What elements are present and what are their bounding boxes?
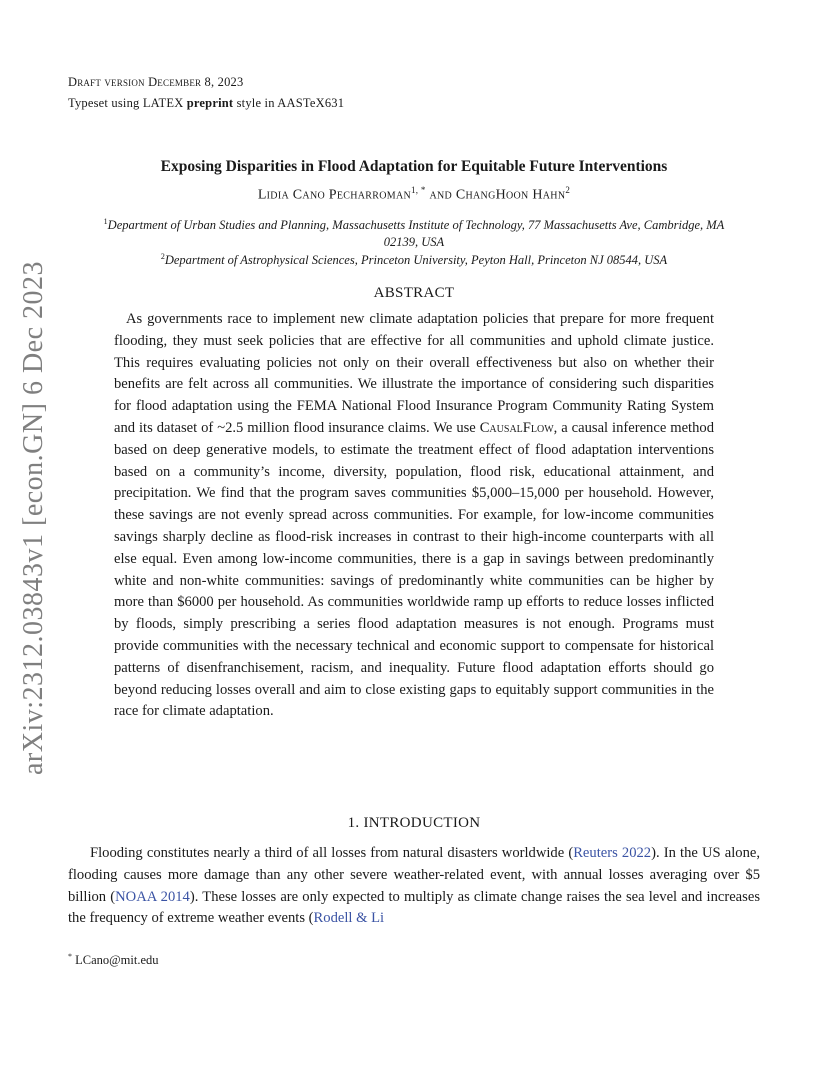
footnote — [68, 952, 159, 968]
draft-version-line: Draft version December 8, 2023 — [68, 75, 244, 89]
abstract-text: , a causal inference method based on deep generative models, to estimate the treatment effect of flood adaptation interventions based on a community’s income, diversity, population, flood risk, educational attainment, and precipitation. We find that the program saves communities $5,000–15,000 per household. However, these savings are not evenly spread across communities. For example, for low-income communities savings sharply decline as flood-risk increases in contrast to their high-income counterparts with all else equal. Even among low-income communities, there is a gap in savings between predominantly white and non-white communities: savings of predominantly white communities can be higher by more than $6000 per household. As communities worldwide ramp up efforts to reduce losses inflicted by floods, simply prescribing a series flood adaptation measures is not enough. Programs must provide communities with the necessary technical and economic support to compensate for historical patterns of disenfranchisement, racism, and inequality. Future flood adaptation efforts should go beyond reducing losses overall and aim to close existing gaps to equitably support communities in the race for climate adaptation. — [114, 419, 714, 720]
affiliation-mark: 1 — [103, 217, 108, 226]
affiliation — [90, 248, 738, 269]
typeset-suffix: style in AASTeX631 — [233, 96, 345, 110]
section-heading: 1. INTRODUCTION — [347, 815, 481, 831]
author-affiliation-mark: 1, * — [411, 185, 426, 195]
typeset-style-name: preprint — [186, 96, 234, 110]
typeset-line — [68, 96, 344, 111]
method-name: CausalFlow — [479, 419, 554, 436]
intro-paragraph — [68, 843, 760, 930]
citation-link[interactable]: Reuters 2022 — [573, 845, 652, 861]
affiliation-mark: 2 — [160, 252, 165, 261]
footnote-email: LCano@mit.edu — [72, 953, 159, 968]
latex-logo: LATEX — [142, 96, 184, 110]
footnote-mark: * — [68, 952, 72, 961]
affiliation — [90, 213, 738, 251]
affiliation-text: Department of Astrophysical Sciences, Princeton University, Peyton Hall, Princeton NJ 08544, USA — [164, 253, 668, 268]
affiliation-text: Department of Urban Studies and Planning, Massachusetts Institute of Technology, 77 Massachusetts Ave, Cambridge, MA 02139, USA — [107, 218, 725, 250]
abstract-text: As governments race to implement new climate adaptation policies that prepare for more frequent flooding, they must seek policies that are effective for all communities and uphold climate justice. This requires evaluating policies not only on their overall effectiveness but also on whether their benefits are felt across all communities. We illustrate the importance of considering such disparities for flood adaptation using the FEMA National Flood Insurance Program Community Rating System and its dataset of ~2.5 million flood insurance claims. We use — [114, 311, 714, 436]
author-affiliation-mark: 2 — [565, 185, 571, 195]
author-name: Lidia Cano Pecharroman — [257, 187, 411, 203]
abstract-heading: ABSTRACT — [373, 285, 455, 301]
arxiv-identifier-stamp: arXiv:2312.03843v1 [econ.GN] 6 Dec 2023 — [18, 260, 49, 776]
typeset-prefix: Typeset using — [68, 96, 143, 110]
author-conjunction: and — [425, 187, 456, 203]
abstract-paragraph — [114, 309, 714, 723]
citation-link[interactable]: NOAA 2014 — [115, 888, 190, 905]
paper-title: Exposing Disparities in Flood Adaptation for Equitable Future Interventions — [160, 158, 668, 175]
body-text: ). These losses are only expected to multiply as climate change raises the sea level and increases the frequency of extreme weather events ( — [68, 888, 760, 927]
body-text: ). In the US alone, flooding causes more damage than any other severe weather-related event, with annual losses averaging over $5 billion ( — [68, 845, 761, 905]
author-list — [0, 185, 828, 204]
author-name: ChangHoon Hahn — [455, 187, 566, 203]
body-text: Flooding constitutes nearly a third of all losses from natural disasters worldwide ( — [90, 845, 574, 861]
citation-link[interactable]: Rodell & Li — [313, 910, 385, 927]
